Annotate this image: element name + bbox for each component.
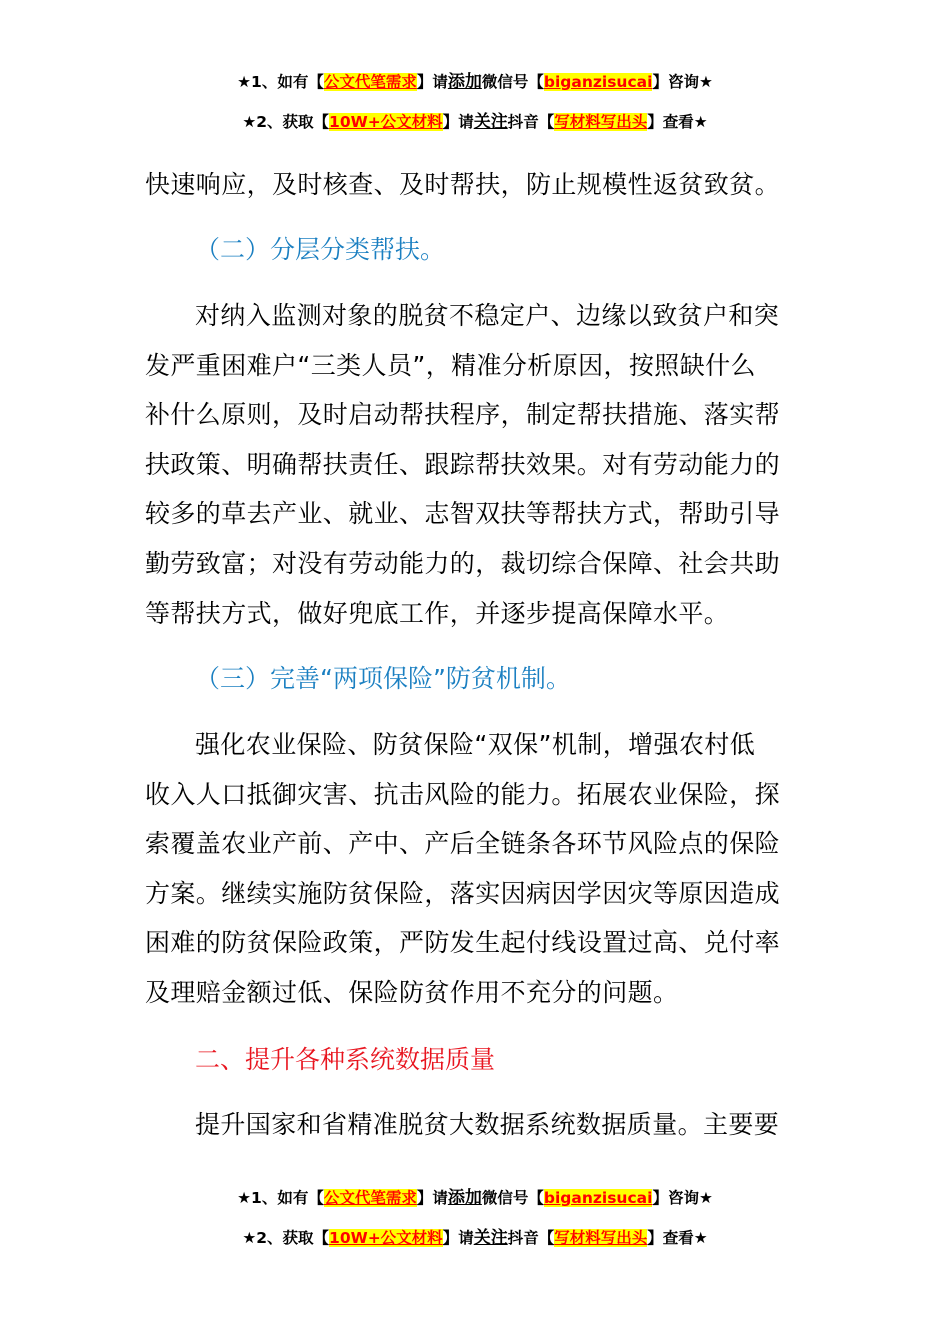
- paragraph-line: 快速响应，及时核查、及时帮扶，防止规模性返贫致贫。: [145, 170, 781, 199]
- banner-highlight-service: 公文代笔需求: [323, 1189, 417, 1207]
- paragraph-line: 收入人口抵御灾害、抗击风险的能力。拓展农业保险，探: [145, 779, 781, 809]
- banner-highlight-douyin-account: 写材料写出头: [554, 1229, 648, 1247]
- banner-text: 抖音【: [507, 1229, 555, 1247]
- banner-emphasis: 添加: [447, 72, 482, 92]
- banner-emphasis: 关注: [473, 112, 508, 132]
- banner-text: 】请: [416, 1189, 448, 1207]
- paragraph-line: 索覆盖农业产前、产中、产后全链条各环节风险点的保险: [145, 829, 781, 859]
- banner-text: 抖音【: [507, 113, 555, 131]
- footer-banner-line-1: [0, 1187, 950, 1209]
- banner-text: 】咨询★: [652, 1189, 713, 1207]
- banner-text: ★1、如有【: [237, 1189, 324, 1207]
- banner-text: 】咨询★: [652, 73, 713, 91]
- banner-text: 微信号【: [481, 73, 544, 91]
- section-2-paragraph: [145, 291, 810, 638]
- banner-highlight-wechat-id: biganzisucai: [543, 73, 653, 91]
- paragraph-line: 勤劳致富；对没有劳动能力的，裁切综合保障、社会共助: [145, 548, 781, 578]
- banner-text: 】请: [442, 1229, 474, 1247]
- banner-text: 】查看★: [647, 113, 708, 131]
- paragraph-line: 提升国家和省精准脱贫大数据系统数据质量。主要要: [195, 1110, 780, 1139]
- paragraph-line: 发严重困难户“三类人员”，精准分析原因，按照缺什么: [145, 350, 756, 380]
- banner-text: 】查看★: [647, 1229, 708, 1247]
- paragraph-line: 较多的草去产业、就业、志智双扶等帮扶方式，帮助引导: [145, 499, 781, 529]
- banner-text: 微信号【: [481, 1189, 544, 1207]
- part-heading-data-quality: 二、提升各种系统数据质量: [195, 1045, 496, 1074]
- paragraph-line: 强化农业保险、防贫保险“双保”机制，增强农村低: [195, 730, 756, 759]
- banner-highlight-service: 公文代笔需求: [323, 73, 417, 91]
- banner-text: ★1、如有【: [237, 73, 324, 91]
- banner-highlight-douyin-account: 写材料写出头: [554, 113, 648, 131]
- banner-highlight-wechat-id: biganzisucai: [543, 1189, 653, 1207]
- banner-text: ★2、获取【: [242, 113, 330, 131]
- paragraph-line: 对纳入监测对象的脱贫不稳定户、边缘以致贫户和突: [195, 301, 780, 330]
- section-3-paragraph: [145, 720, 810, 1018]
- banner-highlight-materials: 10W+公文材料: [329, 1229, 443, 1247]
- banner-text: ★2、获取【: [242, 1229, 330, 1247]
- banner-highlight-materials: 10W+公文材料: [329, 113, 443, 131]
- section-heading-layered-assistance: （二）分层分类帮扶。: [195, 235, 446, 264]
- banner-emphasis: 关注: [473, 1228, 508, 1248]
- banner-text: 】请: [442, 113, 474, 131]
- section-heading-insurance-mechanism: （三）完善“两项保险”防贫机制。: [195, 664, 571, 693]
- banner-text: 】请: [416, 73, 448, 91]
- footer-banner-line-2: [0, 1227, 950, 1249]
- paragraph-line: 及理赔金额过低、保险防贫作用不充分的问题。: [145, 977, 679, 1007]
- paragraph-line: 扶政策、明确帮扶责任、跟踪帮扶效果。对有劳动能力的: [145, 449, 781, 479]
- paragraph-line: 困难的防贫保险政策，严防发生起付线设置过高、兑付率: [145, 928, 781, 958]
- header-banner-line-2: [0, 111, 950, 133]
- banner-emphasis: 添加: [447, 1188, 482, 1208]
- paragraph-line: 等帮扶方式，做好兜底工作，并逐步提高保障水平。: [145, 598, 730, 628]
- paragraph-line: 补什么原则，及时启动帮扶程序，制定帮扶措施、落实帮: [145, 400, 781, 430]
- part-2-paragraph: [145, 1100, 810, 1150]
- paragraph-line: 方案。继续实施防贫保险，落实因病因学因灾等原因造成: [145, 878, 781, 908]
- intro-paragraph: [145, 160, 810, 210]
- header-banner-line-1: [0, 71, 950, 93]
